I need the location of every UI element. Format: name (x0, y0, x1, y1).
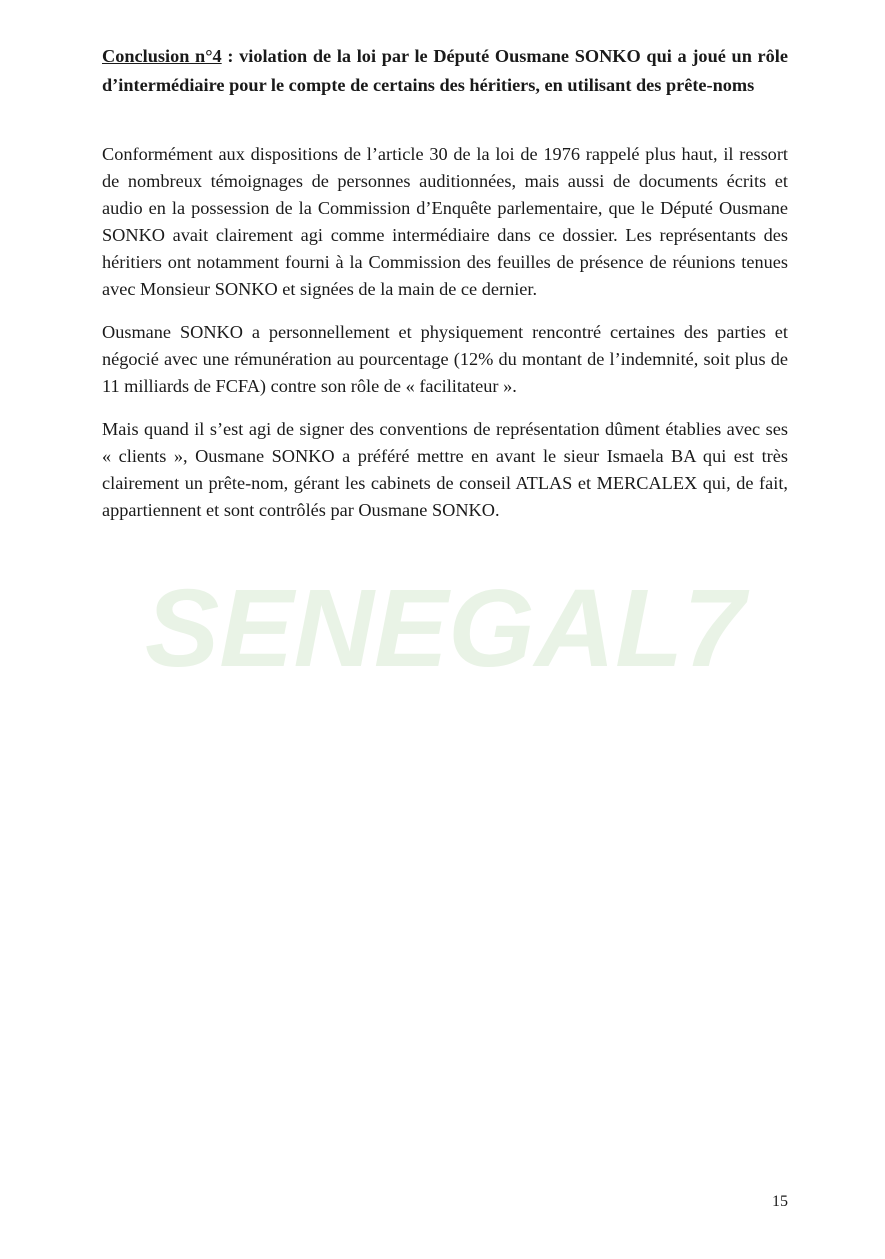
conclusion-heading-text: : violation de la loi par le Député Ousmane SONKO qui a joué un rôle d’intermédiaire pour le compte de certains des héritiers, en utilisant des prête-noms (102, 46, 788, 95)
page-number: 15 (772, 1193, 788, 1210)
senegal7-watermark-logo (140, 578, 750, 678)
paragraph-2: Ousmane SONKO a personnellement et physiquement rencontré certaines des parties et négocié avec une rémunération au pourcentage (12% du montant de l’indemnité, soit plus de 11 milliards de FCFA) contre son rôle de « facilitateur ». (102, 322, 788, 396)
document-body (102, 42, 788, 524)
conclusion-label: Conclusion n°4 (102, 46, 222, 66)
svg-text:SENEGAL7: SENEGAL7 (145, 578, 750, 678)
paragraph-1: Conformément aux dispositions de l’article 30 de la loi de 1976 rappelé plus haut, il ressort de nombreux témoignages de personnes auditionnées, mais aussi de documents écrits et audio en la possession de la Commission d’Enquête parlementaire, que le Député Ousmane SONKO avait clairement agi comme intermédiaire dans ce dossier. Les représentants des héritiers ont notamment fourni à la Commission des feuilles de présence de réunions tenues avec Monsieur SONKO et signées de la main de ce dernier. (102, 144, 788, 299)
paragraph-3: Mais quand il s’est agi de signer des conventions de représentation dûment établies avec ses « clients », Ousmane SONKO a préféré mettre en avant le sieur Ismaela BA qui est très clairement un prête-nom, gérant les cabinets de conseil ATLAS et MERCALEX qui, de fait, appartiennent et sont contrôlés par Ousmane SONKO. (102, 419, 788, 520)
conclusion-heading (102, 42, 788, 99)
